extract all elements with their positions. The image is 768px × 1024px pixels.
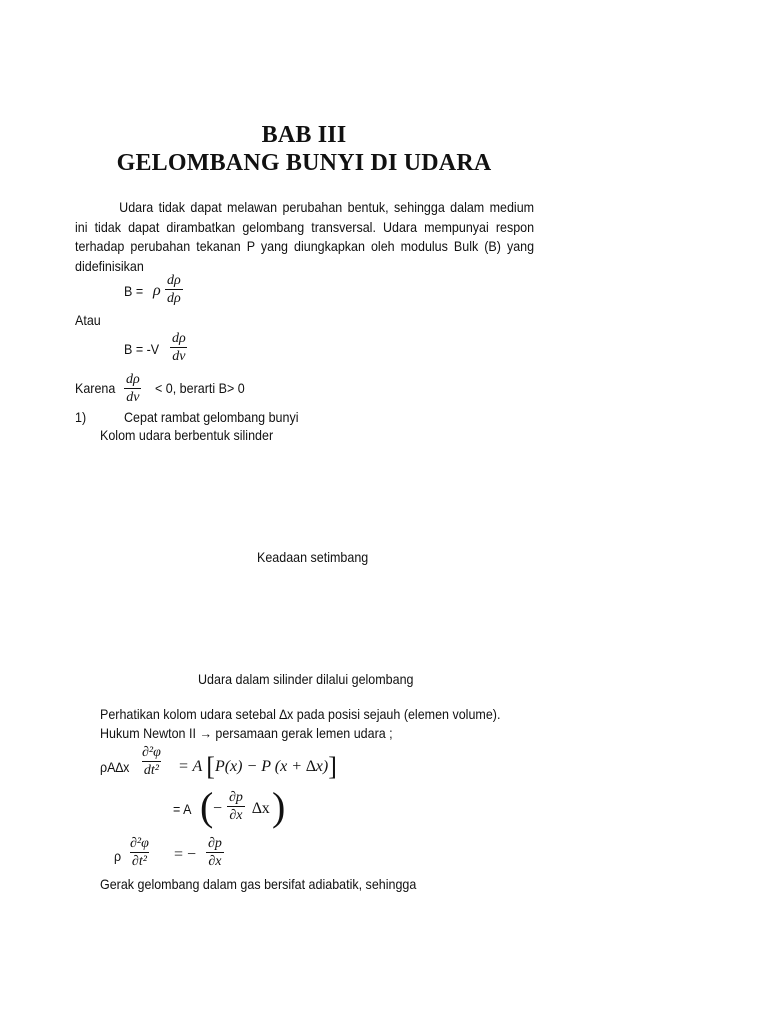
section-title: Cepat rambat gelombang bunyi — [124, 410, 299, 425]
eq1-den: dρ — [167, 291, 181, 306]
eq1-lhs: B = — [124, 284, 144, 299]
intro-paragraph: Udara tidak dapat melawan perubahan bentuk, sehingga dalam medium ini tidak dapat dirambatkan gelombang transversal. Udara mempunyai respon terhadap perubahan tekanan P yang diungkapkan oleh modulus Bulk (B) yang didefinisikan — [75, 200, 535, 274]
karena-label: Karena — [75, 381, 116, 396]
eq5-fraction-left — [128, 836, 151, 869]
atau-label: Atau — [75, 313, 101, 328]
section-number: 1) — [75, 410, 87, 425]
eq2-num: dρ — [172, 331, 186, 346]
eq4-paren-open: ( — [200, 784, 214, 829]
eq2-lhs: B = -V — [124, 342, 160, 357]
eq5-fraction-right — [206, 836, 224, 869]
figure-caption-equilibrium: Keadaan setimbang — [257, 550, 369, 565]
eq3-num: ∂²φ — [142, 745, 161, 760]
eq3-rhs-a: = A — [178, 758, 203, 775]
eq4-paren-close: ) — [272, 784, 286, 829]
eq3-den: dt² — [143, 763, 159, 778]
eq4-group — [200, 784, 214, 829]
eq4-num: ∂p — [229, 790, 243, 805]
eq4-paren-close-wrap — [272, 784, 286, 829]
perhatikan-text: Perhatikan kolom udara setebal ∆x pada posisi sejauh (elemen volume). — [100, 707, 501, 722]
eq3-bracket-open: [ — [206, 752, 215, 781]
karena-fraction — [124, 372, 142, 405]
eq5-num2: ∂p — [208, 836, 222, 851]
eq5-num: ∂²φ — [130, 836, 149, 851]
kolom-text: Kolom udara berbentuk silinder — [100, 428, 274, 443]
eq3-fraction — [140, 745, 163, 778]
karena-den: dv — [126, 390, 140, 405]
eq3-rhs — [178, 752, 337, 781]
chapter-title: GELOMBANG BUNYI DI UDARA — [116, 150, 492, 176]
karena-num: dρ — [126, 372, 140, 387]
eq1-fraction — [165, 273, 183, 306]
hukum-text: Hukum Newton II → persamaan gerak lemen udara ; — [100, 726, 393, 741]
eq2-den: dv — [172, 349, 186, 364]
eq4-den: ∂x — [229, 808, 243, 823]
figure-caption-wave: Udara dalam silinder dilalui gelombang — [198, 672, 414, 687]
eq5-rho: ρ — [114, 849, 122, 864]
eq3-lhs: ρA∆x — [100, 760, 130, 775]
eq1-rho: ρ — [153, 282, 161, 299]
eq1-num: dρ — [167, 273, 181, 288]
chapter-heading: BAB III — [261, 122, 347, 148]
eq4-lhs: = A — [173, 802, 192, 817]
eq5-equals: = − — [174, 846, 197, 863]
eq5-den2: ∂x — [208, 854, 222, 869]
gerak-text: Gerak gelombang dalam gas bersifat adiabatik, sehingga — [100, 877, 417, 892]
eq4-tail: ∆x — [252, 800, 270, 817]
eq5-den: ∂t² — [131, 854, 147, 869]
eq3-bracket-close: ] — [328, 752, 337, 781]
eq4-fraction — [227, 790, 245, 823]
karena-suffix: < 0, berarti B> 0 — [155, 381, 245, 396]
eq3-rhs-b: P(x) − P (x + ∆x) — [214, 758, 329, 775]
eq4-minus: − — [213, 800, 223, 817]
eq2-fraction — [170, 331, 188, 364]
